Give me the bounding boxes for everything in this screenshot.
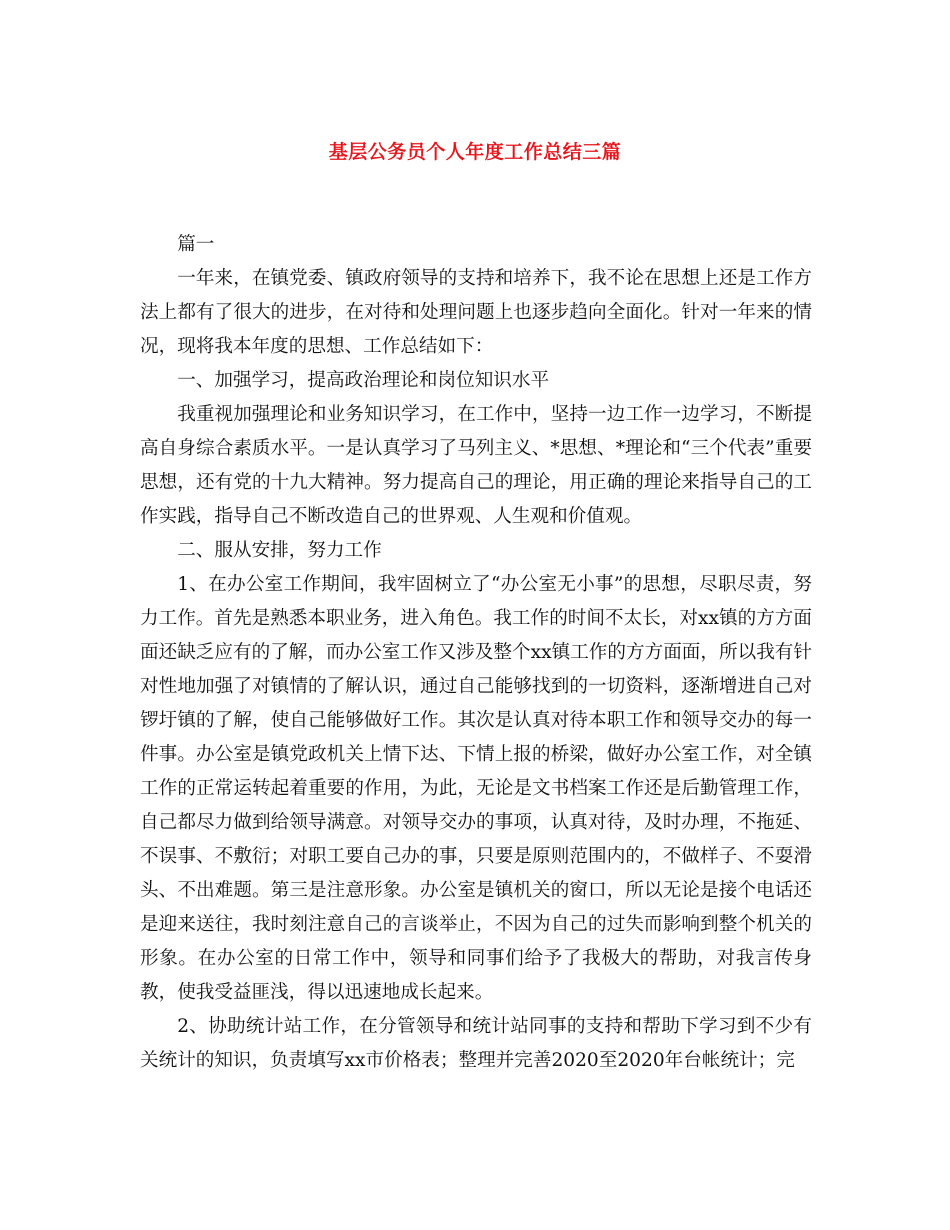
study-paragraph: 我重视加强理论和业务知识学习，在工作中，坚持一边工作一边学习，不断提高自身综合素质水平。一是认真学习了马列主义、*思想、*理论和“三个代表”重要思想，还有党的十九大精神。努力提高自己的理论，用正确的理论来指导自己的工作实践，指导自己不断改造自己的世界观、人生观和价值观。 (140, 404, 812, 527)
intro-paragraph: 一年来，在镇党委、镇政府领导的支持和培养下，我不论在思想上还是工作方法上都有了很大的进步，在对待和处理问题上也逐步趋向全面化。针对一年来的情况，现将我本年度的思想、工作总结如下： (140, 268, 812, 357)
section-heading-part-one: 篇一 (177, 234, 215, 255)
office-work-paragraph: 1、在办公室工作期间，我牢固树立了“办公室无小事”的思想，尽职尽责，努力工作。首先是熟悉本职业务，进入角色。我工作的时间不太长，对xx镇的方方面面还缺乏应有的了解，而办公室工作又涉及整个xx镇工作的方方面面，所以我有针对性地加强了对镇情的了解认识，通过自己能够找到的一切资料，逐渐增进自己对锣圩镇的了解，使自己能够做好工作。其次是认真对待本职工作和领导交办的每一件事。办公室是镇党政机关上情下达、下情上报的桥梁，做好办公室工作，对全镇工作的正常运转起着重要的作用，为此，无论是文书档案工作还是后勤管理工作，自己都尽力做到给领导满意。对领导交办的事项，认真对待，及时办理，不拖延、不误事、不敷衍；对职工要自己办的事，只要是原则范围内的，不做样子、不耍滑头、不出难题。第三是注意形象。办公室是镇机关的窗口，所以无论是接个电话还是迎来送往，我时刻注意自己的言谈举止，不因为自己的过失而影响到整个机关的形象。在办公室的日常工作中，领导和同事们给予了我极大的帮助，对我言传身教，使我受益匪浅，得以迅速地成长起来。 (140, 574, 812, 1003)
document-title: 基层公务员个人年度工作总结三篇 (328, 141, 622, 163)
section-heading-study: 一、加强学习，提高政治理论和岗位知识水平 (177, 370, 550, 391)
document-body (140, 228, 812, 1078)
section-heading-work: 二、服从安排，努力工作 (177, 540, 382, 561)
statistics-work-paragraph: 2、协助统计站工作，在分管领导和统计站同事的支持和帮助下学习到不少有关统计的知识，负责填写xx市价格表；整理并完善2020至2020年台帐统计；完 (140, 1016, 812, 1071)
